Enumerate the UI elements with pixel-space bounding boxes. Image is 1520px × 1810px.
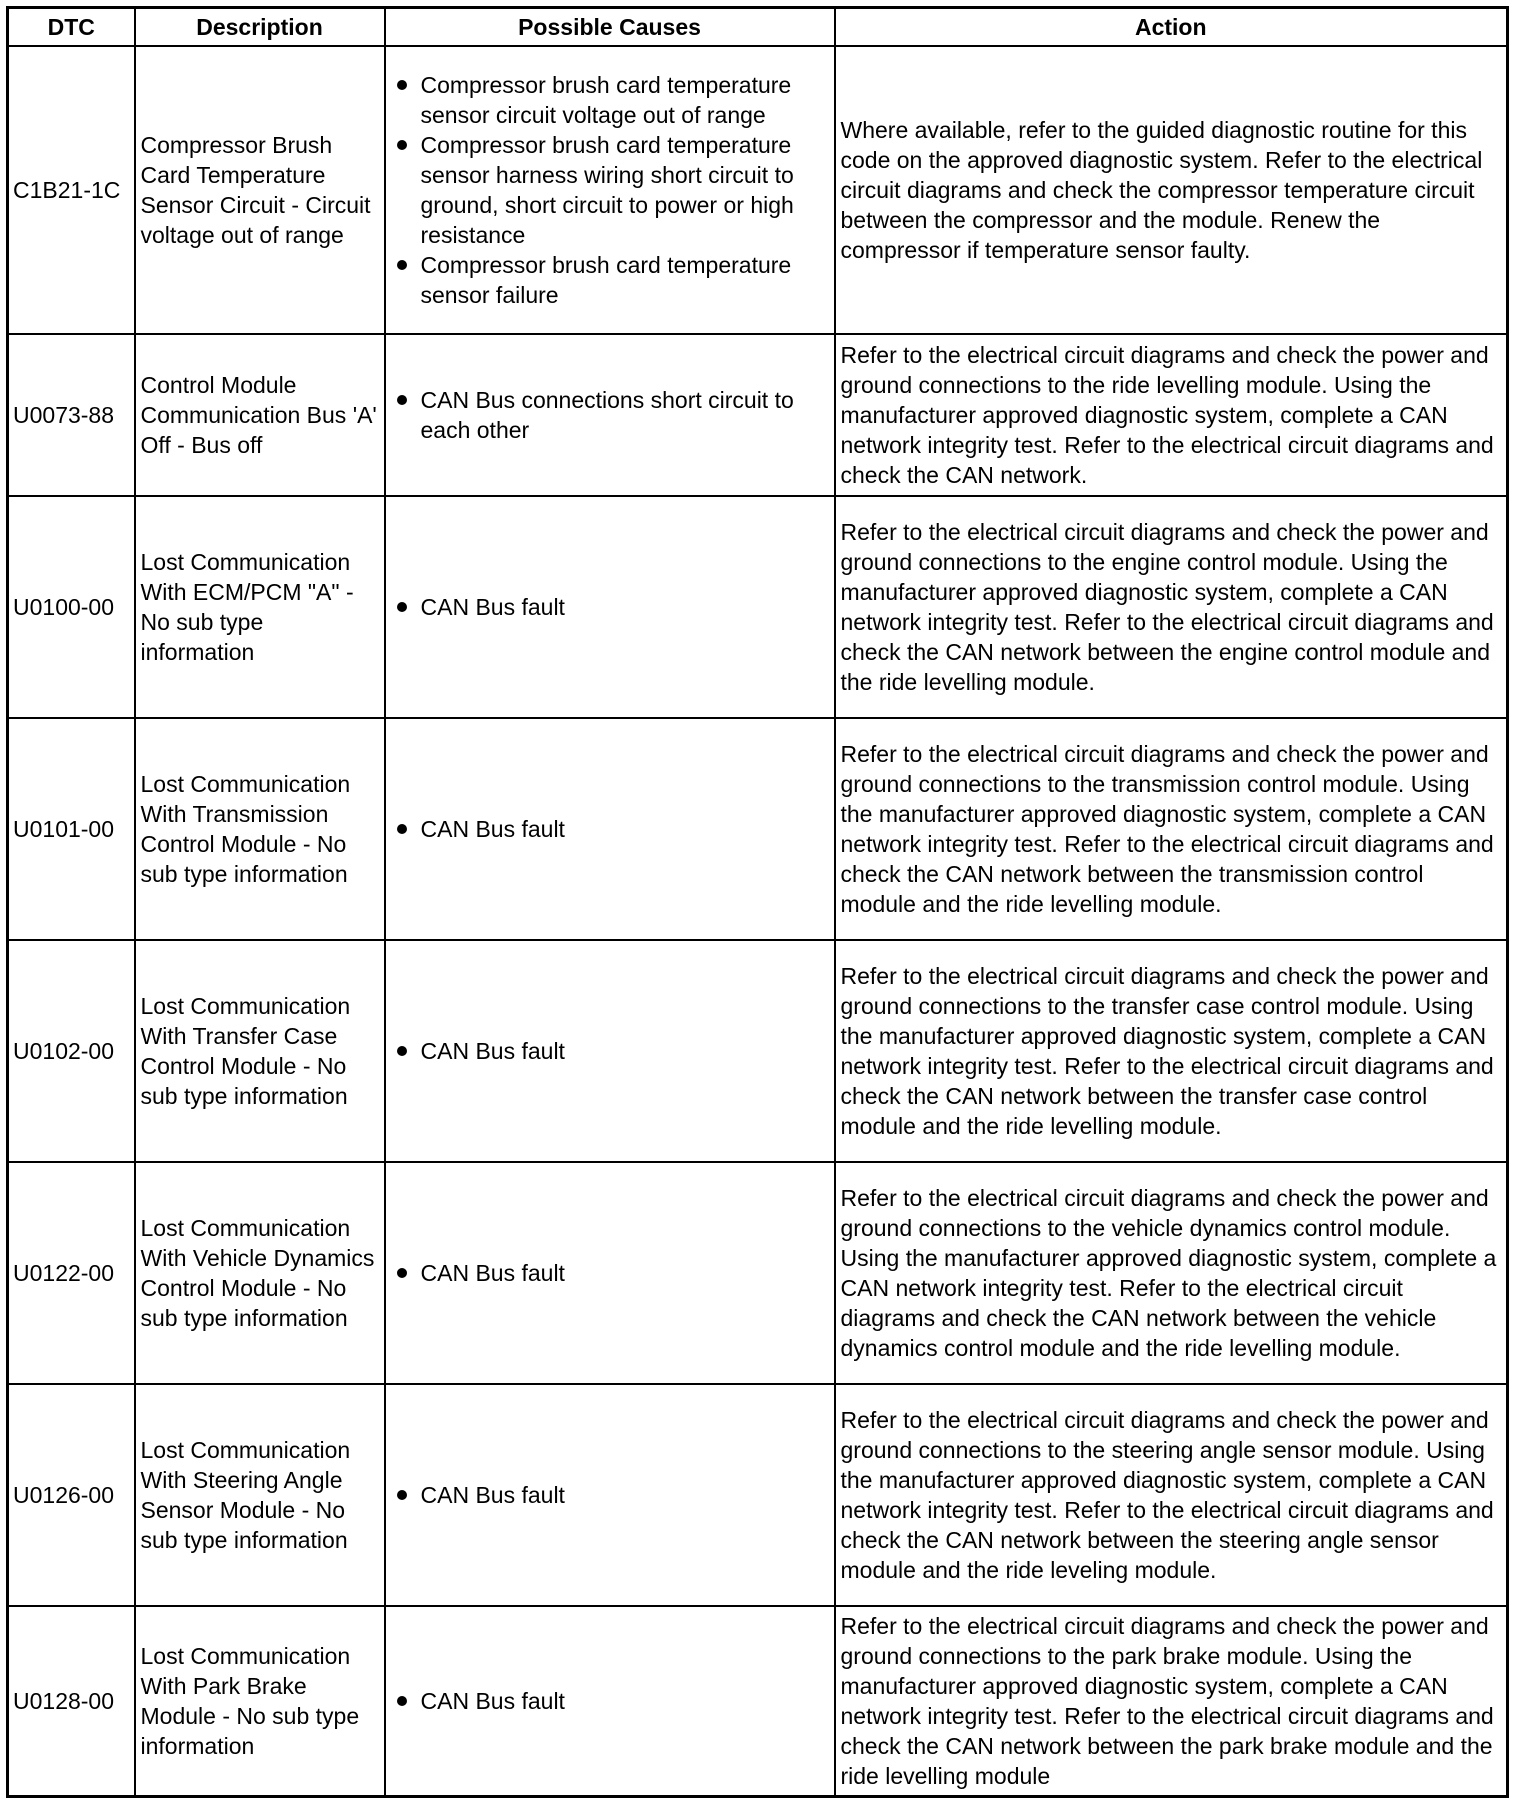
table-row	[8, 46, 1508, 334]
dtc-description: Lost Communication With Vehicle Dynamics Control Module - No sub type information	[135, 1162, 385, 1384]
causes-list	[391, 1036, 829, 1066]
dtc-description: Lost Communication With Steering Angle Sensor Module - No sub type information	[135, 1384, 385, 1606]
causes-list	[391, 1686, 829, 1716]
dtc-description: Lost Communication With ECM/PCM "A" - No sub type information	[135, 496, 385, 718]
table-row	[8, 940, 1508, 1162]
dtc-code: U0073-88	[8, 334, 135, 496]
causes-list	[391, 70, 829, 310]
dtc-description: Lost Communication With Transfer Case Control Module - No sub type information	[135, 940, 385, 1162]
table-header	[8, 8, 1508, 47]
header-dtc: DTC	[8, 8, 135, 47]
causes-list	[391, 385, 829, 445]
table-row	[8, 334, 1508, 496]
cause-item: CAN Bus connections short circuit to each other	[421, 385, 829, 445]
header-row	[8, 8, 1508, 47]
possible-causes	[385, 940, 835, 1162]
possible-causes	[385, 496, 835, 718]
table-row	[8, 496, 1508, 718]
dtc-action: Refer to the electrical circuit diagrams and check the power and ground connections to the steering angle sensor module. Using the manufacturer approved diagnostic system, complete a CAN network integrity test. Refer to the electrical circuit diagrams and check the CAN network between the steering angle sensor module and the ride leveling module.	[835, 1384, 1508, 1606]
dtc-code: U0122-00	[8, 1162, 135, 1384]
dtc-table	[6, 6, 1509, 1798]
cause-item: CAN Bus fault	[421, 814, 829, 844]
table-row	[8, 718, 1508, 940]
header-possible-causes: Possible Causes	[385, 8, 835, 47]
causes-list	[391, 814, 829, 844]
dtc-description: Compressor Brush Card Temperature Sensor Circuit - Circuit voltage out of range	[135, 46, 385, 334]
cause-item: CAN Bus fault	[421, 1686, 829, 1716]
possible-causes	[385, 718, 835, 940]
causes-list	[391, 592, 829, 622]
possible-causes	[385, 1606, 835, 1796]
causes-list	[391, 1480, 829, 1510]
dtc-action: Refer to the electrical circuit diagrams and check the power and ground connections to the transfer case control module. Using the manufacturer approved diagnostic system, complete a CAN network integrity test. Refer to the electrical circuit diagrams and check the CAN network between the transfer case control module and the ride levelling module.	[835, 940, 1508, 1162]
dtc-code: U0100-00	[8, 496, 135, 718]
cause-item: CAN Bus fault	[421, 1480, 829, 1510]
cause-item: CAN Bus fault	[421, 592, 829, 622]
dtc-action: Refer to the electrical circuit diagrams and check the power and ground connections to the park brake module. Using the manufacturer approved diagnostic system, complete a CAN network integrity test. Refer to the electrical circuit diagrams and check the CAN network between the park brake module and the ride levelling module	[835, 1606, 1508, 1796]
possible-causes	[385, 334, 835, 496]
possible-causes	[385, 1384, 835, 1606]
dtc-code: U0102-00	[8, 940, 135, 1162]
dtc-action: Refer to the electrical circuit diagrams and check the power and ground connections to the vehicle dynamics control module. Using the manufacturer approved diagnostic system, complete a CAN network integrity test. Refer to the electrical circuit diagrams and check the CAN network between the vehicle dynamics control module and the ride levelling module.	[835, 1162, 1508, 1384]
dtc-code: C1B21-1C	[8, 46, 135, 334]
dtc-description: Lost Communication With Transmission Control Module - No sub type information	[135, 718, 385, 940]
cause-item: Compressor brush card temperature sensor circuit voltage out of range	[421, 70, 829, 130]
dtc-code: U0126-00	[8, 1384, 135, 1606]
dtc-code: U0101-00	[8, 718, 135, 940]
header-action: Action	[835, 8, 1508, 47]
table-row	[8, 1606, 1508, 1796]
dtc-description: Control Module Communication Bus 'A' Off - Bus off	[135, 334, 385, 496]
dtc-action: Refer to the electrical circuit diagrams and check the power and ground connections to the transmission control module. Using the manufacturer approved diagnostic system, complete a CAN network integrity test. Refer to the electrical circuit diagrams and check the CAN network between the transmission control module and the ride levelling module.	[835, 718, 1508, 940]
cause-item: CAN Bus fault	[421, 1258, 829, 1288]
header-description: Description	[135, 8, 385, 47]
causes-list	[391, 1258, 829, 1288]
table-row	[8, 1162, 1508, 1384]
dtc-action: Where available, refer to the guided diagnostic routine for this code on the approved diagnostic system. Refer to the electrical circuit diagrams and check the compressor temperature circuit between the compressor and the module. Renew the compressor if temperature sensor faulty.	[835, 46, 1508, 334]
dtc-code: U0128-00	[8, 1606, 135, 1796]
table-row	[8, 1384, 1508, 1606]
cause-item: CAN Bus fault	[421, 1036, 829, 1066]
dtc-action: Refer to the electrical circuit diagrams and check the power and ground connections to the engine control module. Using the manufacturer approved diagnostic system, complete a CAN network integrity test. Refer to the electrical circuit diagrams and check the CAN network between the engine control module and the ride levelling module.	[835, 496, 1508, 718]
dtc-action: Refer to the electrical circuit diagrams and check the power and ground connections to the ride levelling module. Using the manufacturer approved diagnostic system, complete a CAN network integrity test. Refer to the electrical circuit diagrams and check the CAN network.	[835, 334, 1508, 496]
possible-causes	[385, 46, 835, 334]
dtc-description: Lost Communication With Park Brake Module - No sub type information	[135, 1606, 385, 1796]
table-body	[8, 46, 1508, 1796]
possible-causes	[385, 1162, 835, 1384]
cause-item: Compressor brush card temperature sensor failure	[421, 250, 829, 310]
cause-item: Compressor brush card temperature sensor harness wiring short circuit to ground, short circuit to power or high resistance	[421, 130, 829, 250]
